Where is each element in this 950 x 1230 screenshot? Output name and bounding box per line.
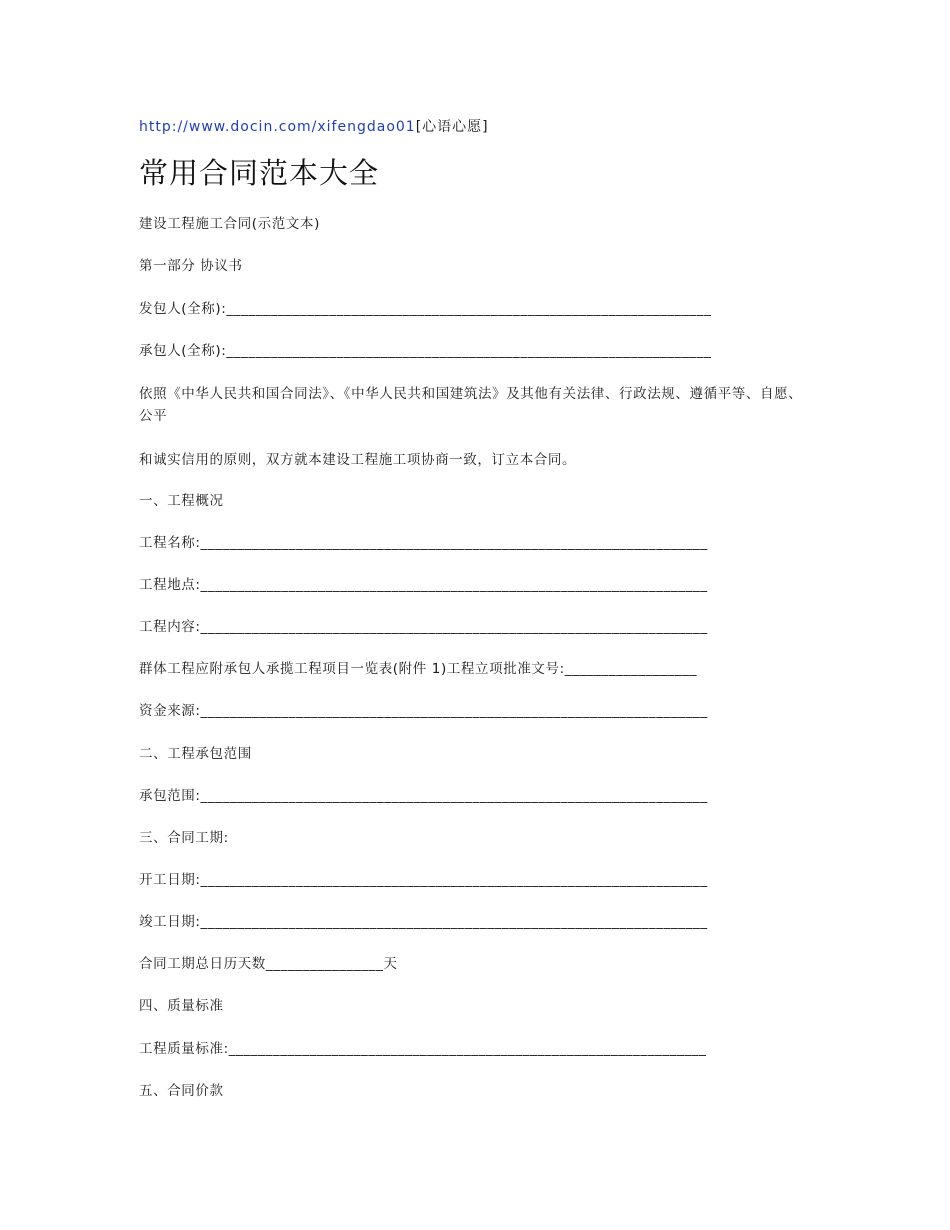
legal-basis-paragraph: 依照《中华人民共和国合同法》、《中华人民共和国建筑法》及其他有关法律、行政法规、遵循平等、自愿、公平 xyxy=(139,386,803,424)
section-heading-overview: 一、工程概况 xyxy=(139,493,224,509)
section-heading-duration: 三、合同工期: xyxy=(139,830,229,846)
total-days-field: 合同工期总日历天数________________天 xyxy=(139,956,398,972)
principle-paragraph: 和诚实信用的原则，双方就本建设工程施工项协商一致，订立本合同。 xyxy=(139,452,577,468)
approval-number-field: 群体工程应附承包人承揽工程项目一览表(附件 1)工程立项批准文号:__________________ xyxy=(139,661,698,677)
section-heading-quality: 四、质量标准 xyxy=(139,998,224,1014)
source-link[interactable]: http://www.docin.com/xifengdao01 xyxy=(139,119,416,135)
document-title: 常用合同范本大全 xyxy=(139,156,380,190)
employer-field: 发包人(全称):__________________________________________________________________ xyxy=(139,301,712,317)
document-page xyxy=(139,0,819,1230)
completion-date-field: 竣工日期:_____________________________________________________________________ xyxy=(139,914,708,930)
source-tag: [心语心愿] xyxy=(415,119,489,135)
start-date-field: 开工日期:_____________________________________________________________________ xyxy=(139,872,708,888)
project-name-field: 工程名称:_____________________________________________________________________ xyxy=(139,535,708,551)
header-source-line xyxy=(139,117,489,137)
section-heading-price: 五、合同价款 xyxy=(139,1083,224,1099)
project-location-field: 工程地点:_____________________________________________________________________ xyxy=(139,577,708,593)
project-content-field: 工程内容:_____________________________________________________________________ xyxy=(139,619,708,635)
section-heading-scope: 二、工程承包范围 xyxy=(139,746,252,762)
scope-field: 承包范围:_____________________________________________________________________ xyxy=(139,788,708,804)
funding-source-field: 资金来源:_____________________________________________________________________ xyxy=(139,703,708,719)
quality-standard-field: 工程质量标准:_________________________________________________________________ xyxy=(139,1041,707,1057)
part-heading: 第一部分 协议书 xyxy=(139,258,243,274)
contractor-field: 承包人(全称):__________________________________________________________________ xyxy=(139,343,712,359)
contract-subtitle: 建设工程施工合同(示范文本) xyxy=(139,216,320,232)
